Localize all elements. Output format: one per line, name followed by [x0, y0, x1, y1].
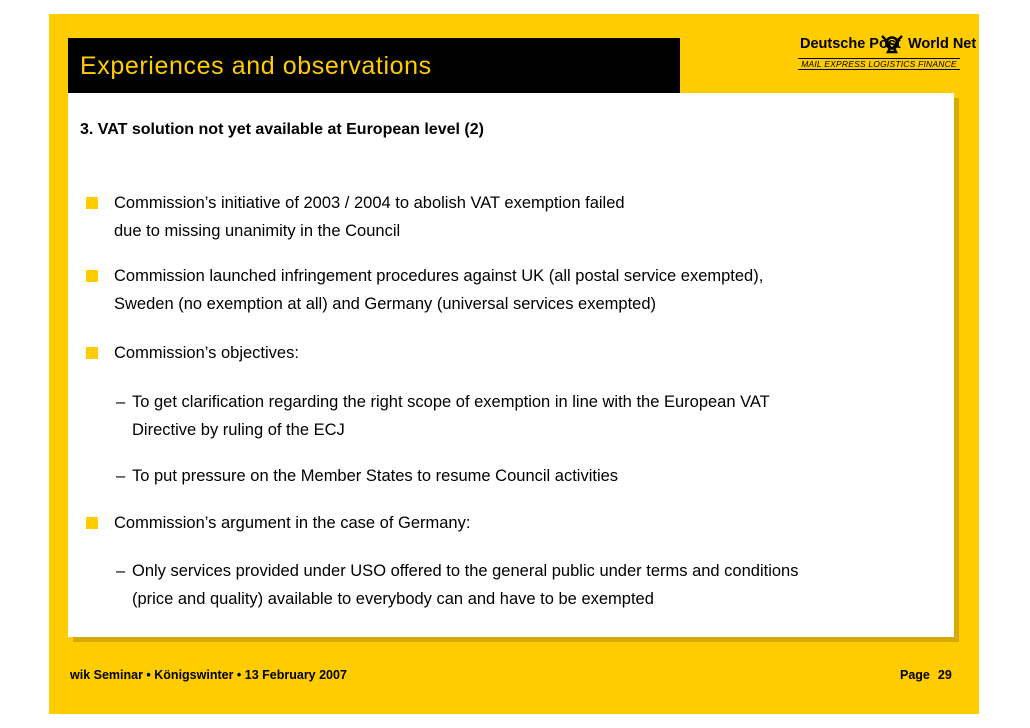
- sub-item-line: Only services provided under USO offered to the general public under terms and conditions: [132, 562, 799, 580]
- footer-event: wik Seminar • Königswinter • 13 February 2007: [70, 668, 347, 682]
- brand-name-right: World Net: [908, 36, 977, 52]
- content-panel: [68, 93, 954, 637]
- sub-item-line: To put pressure on the Member States to resume Council activities: [132, 467, 619, 485]
- bullet-line: Commission’s argument in the case of Germany:: [114, 514, 471, 532]
- slide-title: Experiences and observations: [80, 52, 432, 80]
- brand-name-left: Deutsche Post: [800, 36, 901, 52]
- bullet-line: Commission’s initiative of 2003 / 2004 to abolish VAT exemption failed: [114, 194, 625, 212]
- bullet-marker: [86, 347, 98, 359]
- brand-tagline: MAIL EXPRESS LOGISTICS FINANCE: [798, 58, 960, 70]
- page-number: 29: [937, 668, 952, 682]
- sub-item-text: [132, 462, 618, 490]
- brand-logo: [796, 36, 977, 76]
- sub-item-line: Directive by ruling of the ECJ: [132, 421, 345, 439]
- sub-item-text: [132, 388, 770, 444]
- bullet-marker: [86, 197, 98, 209]
- slide-subtitle: 3. VAT solution not yet available at European level (2): [80, 121, 484, 138]
- bullet-item: [114, 262, 763, 318]
- bullet-marker: [86, 270, 98, 282]
- page-indicator: [900, 668, 952, 682]
- sub-item-dash: –: [116, 562, 126, 580]
- sub-item-dash: –: [116, 467, 126, 485]
- sub-item-dash: –: [116, 393, 126, 411]
- bullet-line: Commission’s objectives:: [114, 344, 299, 362]
- page-label: Page: [900, 668, 930, 682]
- bullet-line: due to missing unanimity in the Council: [114, 222, 401, 240]
- bullet-line: Commission launched infringement procedures against UK (all postal service exempted),: [114, 267, 764, 285]
- bullet-line: Sweden (no exemption at all) and Germany (universal services exempted): [114, 295, 657, 313]
- post-horn-icon: [880, 34, 904, 54]
- bullet-item: [114, 339, 299, 367]
- bullet-marker: [86, 517, 98, 529]
- title-bar: [68, 38, 680, 93]
- sub-item-line: (price and quality) available to everybody can and have to be exempted: [132, 590, 654, 608]
- sub-item-line: To get clarification regarding the right scope of exemption in line with the European VAT: [132, 393, 770, 411]
- bullet-item: [114, 189, 625, 245]
- sub-item-text: [132, 557, 799, 613]
- bullet-item: [114, 509, 470, 537]
